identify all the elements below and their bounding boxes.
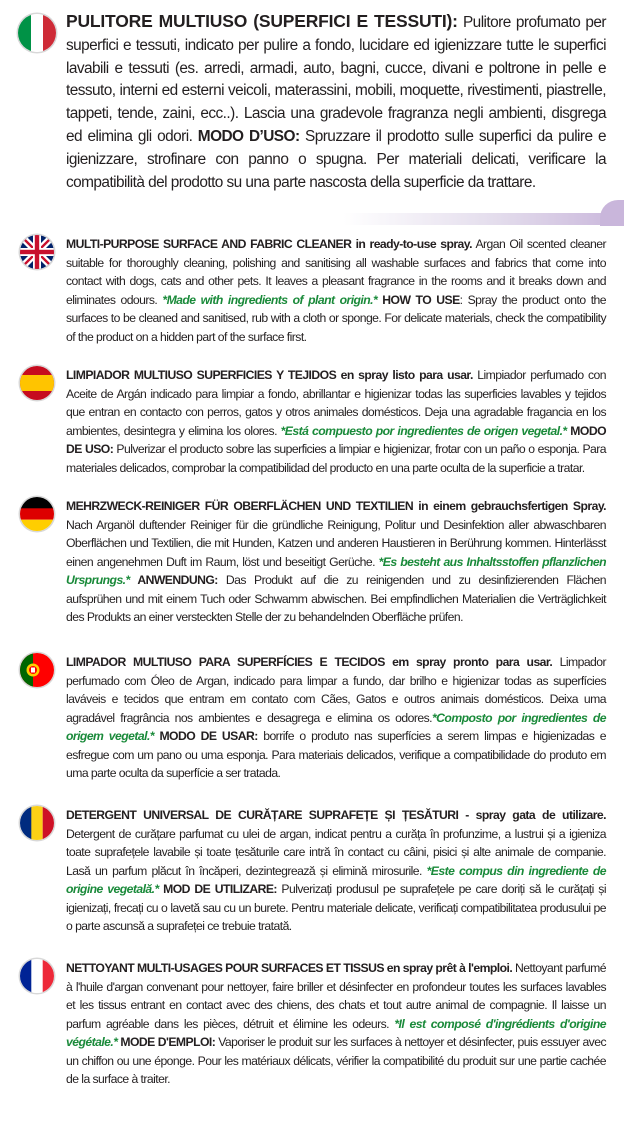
italian-description [66, 10, 606, 194]
english-use-label: HOW TO USE [377, 292, 460, 307]
spanish-title: LIMPIADOR MULTIUSO SUPERFICIES Y TEJIDOS en spray listo para usar. [66, 368, 473, 382]
german-plant-origin: *Es besteht aus Inhaltsstoffen pflanzlichen Ursprungs.* [66, 554, 606, 587]
spanish-body: Limpiador perfumado con Aceite de Argán indicado para limpiar a fondo, abrillantar e higienizar todas las superficies lavables y tejidos que entran en contacto con perros, gatos y otros animales domésticos. Deja una agradable fragancia en los ambientes, desintegra y elimina los olores. [66, 368, 606, 438]
french-plant-origin: *Il est composé d'ingrédients d'origine végétale.* [66, 1016, 606, 1049]
german-body: Nach Arganöl duftender Reiniger für die gründliche Reinigung, Politur und Desinfektion aller abwaschbaren Oberflächen und Textilien, die mit Hunden, Katzen und anderen Haustieren in Berührung kommen. Hinterlässt einen angenehmen Duft im Raum, löst und beseitigt Gerüche. [66, 517, 606, 569]
english-title: MULTI-PURPOSE SURFACE AND FABRIC CLEANER in ready-to-use spray. [66, 237, 472, 251]
portuguese-use-label: MODO DE USAR: [153, 729, 258, 743]
spain-flag-icon [20, 366, 54, 400]
english-description [66, 235, 606, 346]
german-description [66, 497, 606, 627]
french-use-label: MODE D'EMPLOI: [117, 1035, 216, 1049]
portugal-flag-icon [20, 653, 54, 687]
romanian-title: DETERGENT UNIVERSAL DE CURĂȚARE SUPRAFEȚE ȘI ȚESĂTURI - spray gata de utilizare. [66, 808, 606, 822]
english-body: Argan Oil scented cleaner suitable for thoroughly cleaning, polishing and sanitising all washable surfaces and fabrics that come into contact with dogs, cats and other pets. It leaves a pleasant fragrance in the rooms and it breaks down and eliminates odours. [66, 237, 606, 307]
romanian-plant-origin: *Este compus din ingrediente de origine vegetală.* [66, 863, 606, 896]
german-title: MEHRZWECK-REINIGER FÜR OBERFLÄCHEN UND TEXTILIEN in einem gebrauchsfertigen Spray. [66, 499, 606, 513]
romanian-body: Detergent de curățare parfumat cu ulei de argan, indicat pentru a curăța în profunzime, a lustrui și a igieniza toate suprafețele lavabile și toate țesăturile care intră în contact cu câini, pisici și alte animale de companie. Lasă un parfum plăcut în încăperi, dezintegrează și elimină mirosurile. [66, 826, 606, 878]
french-body: Nettoyant parfumé à l'huile d'argan convenant pour nettoyer, faire briller et désinfecter en profondeur toutes les surfaces lavables et les tissus entrant en contact avec des chiens, des chats et tout autre animal de compagnie. Il laisse un parfum agréable dans les pièces, détruit et élimine les odeurs. [66, 961, 606, 1031]
german-use-text: Das Produkt auf die zu reinigenden und zu desinfizierenden Flächen aufsprühen und mit einem Tuch oder Schwamm abwischen. Bei empfindlichen Materialien die Verträglichkeit des Produkts an einer versteckten Stelle der zu behandelnden Oberfläche prüfen. [66, 573, 606, 624]
spanish-description [66, 366, 606, 477]
spanish-use-label: MODO DE USO: [66, 423, 607, 456]
spanish-plant-origin: *Está compuesto por ingredientes de origen vegetal.* [280, 423, 567, 438]
portuguese-description [66, 653, 606, 783]
english-use-text: : Spray the product onto the surfaces to be cleaned and sanitised, rub with a cloth or sponge. For delicate materials, check the compatibility of the product on a hidden part of the surface first. [66, 292, 606, 344]
french-title: NETTOYANT MULTI-USAGES POUR SURFACES ET TISSUS en spray prêt à l'emploi. [66, 961, 513, 975]
french-description [66, 959, 606, 1089]
section-divider [0, 213, 624, 225]
portuguese-body: Limpador perfumado com Óleo de Argan, indicado para limpar a fundo, dar brilho e higienizar todas as superfícies laváveis e tecidos que entram em contato com Cães, Gatos e outros animais domésticos. Deixa uma agradável fragrância nos ambientes e desagrega e elimina os odores. [66, 655, 607, 725]
germany-flag-icon [20, 497, 54, 531]
english-plant-origin: *Made with ingredients of plant origin.* [162, 292, 378, 307]
france-flag-icon [20, 959, 54, 993]
italian-use-label: MODO D’USO: [197, 127, 300, 145]
romanian-description [66, 806, 606, 936]
romanian-use-text: Pulverizați produsul pe suprafețele pe care doriți să le curățați și igienizați, frecați cu o lavetă sau cu un burete. Pentru materiale delicate, verificați compatibilitatea produsului pe o parte ascunsă a suprafeței ce trebuie tratată. [66, 882, 606, 933]
portuguese-use-text: borrife o produto nas superfícies a serem limpas e higienizadas e esfregue com um pano ou uma esponja. Para materiais delicados, verifique a compatibilidade do produto em uma parte oculta da superfície a ser tratada. [66, 729, 606, 780]
italian-title: PULITORE MULTIUSO (SUPERFICI E TESSUTI): [66, 11, 458, 31]
romania-flag-icon [20, 806, 54, 840]
uk-flag-icon [20, 235, 54, 269]
italian-body: Pulitore profumato per superfici e tessuti, indicato per pulire a fondo, lucidare ed igienizzare tutte le superfici lavabili e tessuti (es. arredi, armadi, auto, bagni, cucce, divani e poltrone in pelle e tessuto, interni ed esterni veicoli, materassini, mobili, moquette, rivestimenti, piastrelle, tappeti, tende, zaini, ecc..). Lascia una gradevole fragranza negli ambienti, disgrega ed elimina gli odori. [66, 14, 607, 145]
portuguese-plant-origin: *Composto por ingredientes de origem vegetal.* [66, 710, 606, 743]
italian-use-text: Spruzzare il prodotto sulle superfici da pulire e igienizzare, strofinare con panno o spugna. Per materiali delicati, verificare la compatibilità del prodotto su una parte nascosta della superficie da trattare. [66, 127, 607, 191]
french-use-text: Vaporiser le produit sur les surfaces à nettoyer et désinfecter, puis essuyer avec un chiffon ou une éponge. Pour les matériaux délicats, vérifier la compatibilité du produit sur une partie cachée de la surface à traiter. [66, 1035, 606, 1086]
romanian-use-label: MOD DE UTILIZARE: [158, 882, 277, 896]
spanish-use-text: Pulverizar el producto sobre las superficies a limpiar e higienizar, frotar con un paño o esponja. Para materiales delicados, comprobar la compatibilidad del producto en una parte oculta de la superficie a tratar. [66, 442, 606, 475]
italy-flag-icon [18, 14, 56, 52]
german-use-label: ANWENDUNG: [129, 573, 218, 587]
portuguese-title: LIMPADOR MULTIUSO PARA SUPERFÍCIES E TECIDOS em spray pronto para usar. [66, 655, 553, 669]
